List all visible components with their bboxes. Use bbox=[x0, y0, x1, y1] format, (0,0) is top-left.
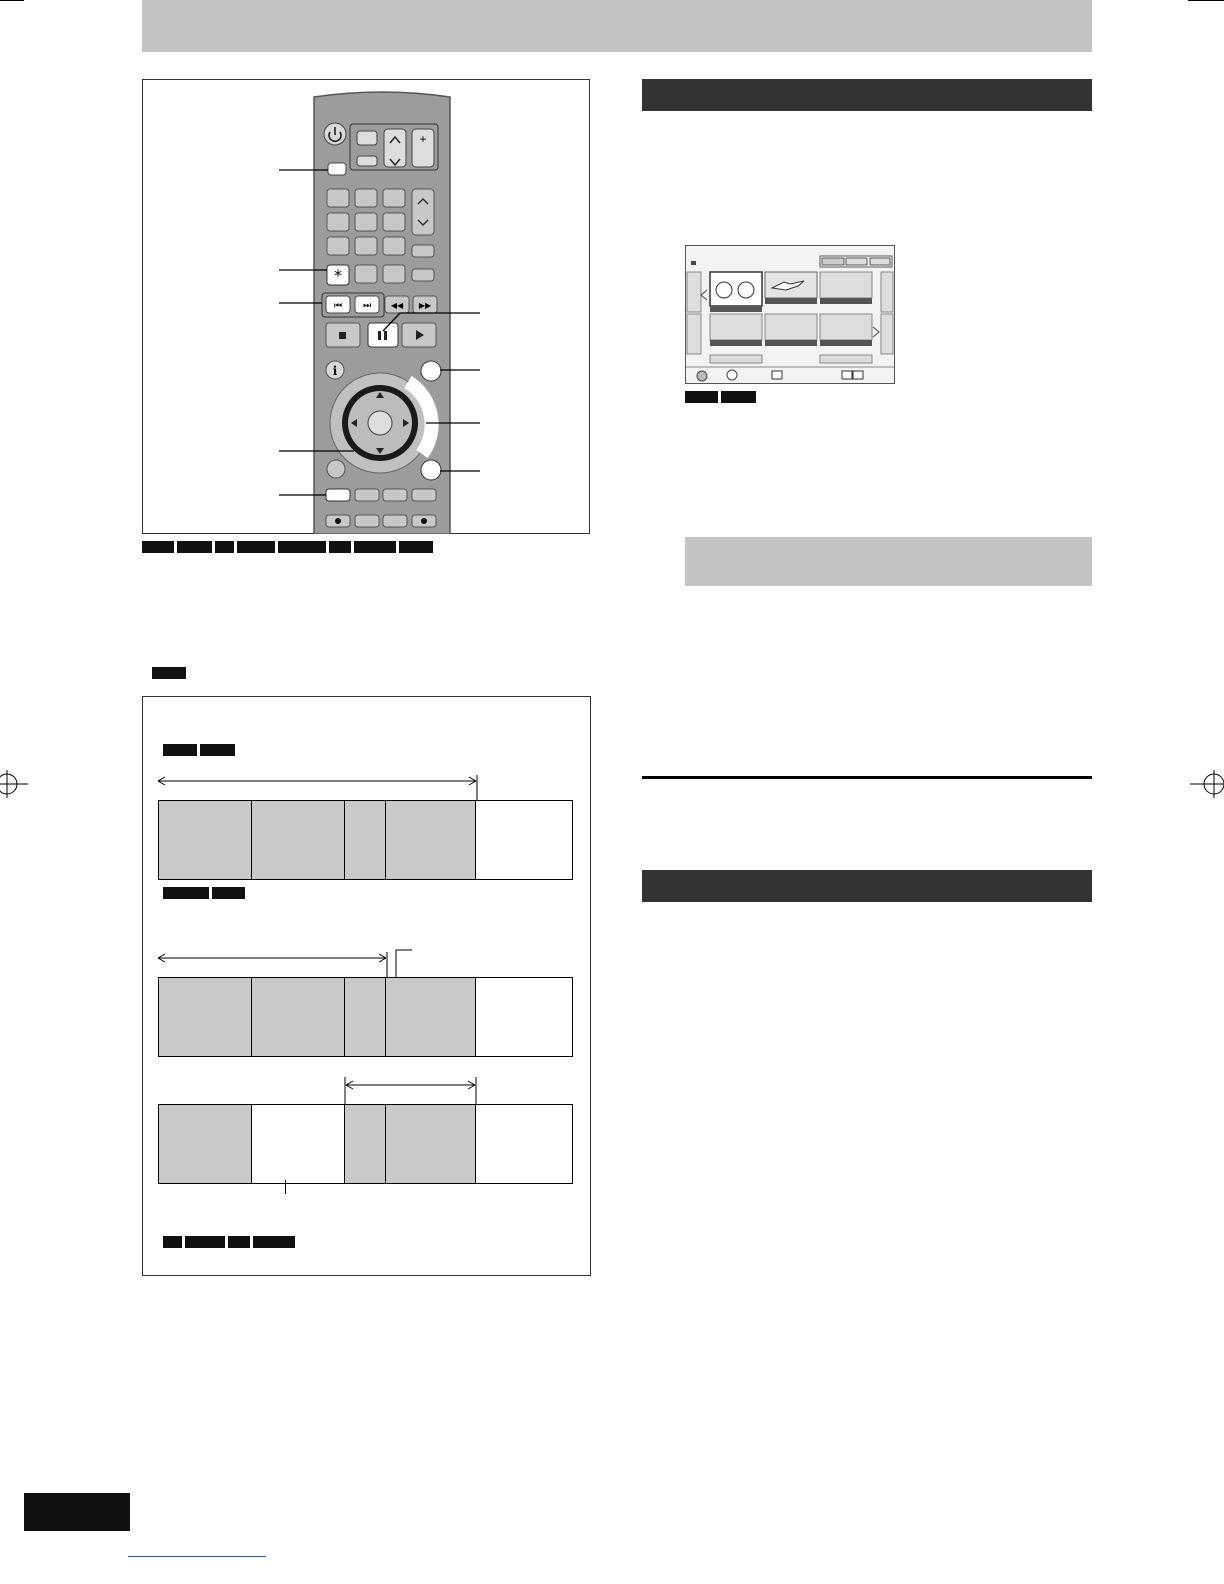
timeline-segment bbox=[252, 801, 345, 879]
disc-badge bbox=[163, 744, 197, 756]
disc-badge bbox=[685, 391, 718, 403]
disc-badge bbox=[329, 541, 351, 553]
disc-badge bbox=[200, 744, 235, 756]
circle-icon bbox=[727, 370, 737, 380]
thumbnail-screen bbox=[685, 245, 895, 384]
divider-rule bbox=[642, 776, 1092, 779]
timeline-segment bbox=[476, 801, 573, 879]
crop-mark-top-left bbox=[0, 0, 24, 1]
diagram-badges-1 bbox=[163, 744, 235, 756]
timeline-segment bbox=[386, 1105, 476, 1183]
range-arrow-3 bbox=[343, 1077, 479, 1105]
timeline-segment bbox=[345, 801, 386, 879]
timeline-segment bbox=[476, 1105, 573, 1183]
disc-badge bbox=[253, 1236, 295, 1248]
screen-badges bbox=[685, 391, 756, 403]
disc-badge bbox=[721, 391, 756, 403]
disc-badge bbox=[399, 541, 433, 553]
timeline-segment bbox=[476, 978, 573, 1056]
timeline-row-2 bbox=[158, 977, 573, 1057]
disc-badge bbox=[212, 887, 245, 899]
timeline-segment bbox=[158, 801, 252, 879]
pause-icon bbox=[772, 371, 782, 379]
svg-text:+: + bbox=[419, 132, 427, 146]
timeline-segment bbox=[252, 978, 345, 1056]
disc-badge bbox=[237, 541, 275, 553]
disc-badge bbox=[152, 667, 186, 679]
range-arrow-1 bbox=[156, 773, 481, 801]
registration-mark-left bbox=[0, 770, 28, 798]
timeline-row-1 bbox=[158, 800, 573, 880]
page-number-tab bbox=[24, 1493, 130, 1531]
subsection-heading-bar bbox=[685, 537, 1092, 586]
crop-mark-top-right bbox=[1188, 0, 1224, 1]
timeline-segment bbox=[345, 978, 386, 1056]
record-icon bbox=[335, 518, 341, 524]
disc-icon bbox=[697, 371, 707, 381]
page-header-bar bbox=[142, 0, 1092, 52]
star-icon: * bbox=[334, 266, 342, 285]
timeline-segment bbox=[158, 1105, 252, 1183]
disc-badge bbox=[278, 541, 326, 553]
remote-control-illustration bbox=[142, 79, 590, 534]
disc-badge bbox=[354, 541, 396, 553]
diagram-badges-2 bbox=[163, 887, 245, 899]
timeline-segment bbox=[386, 978, 476, 1056]
skip-next-icon: ⏭ bbox=[362, 301, 372, 311]
registration-mark-right bbox=[1190, 770, 1224, 798]
fast-forward-icon bbox=[853, 371, 863, 379]
section-heading-bar-1 bbox=[642, 79, 1092, 111]
disc-badge bbox=[185, 1236, 225, 1248]
disc-icon bbox=[691, 261, 696, 265]
disc-badge bbox=[215, 541, 234, 553]
section-heading-bar-2 bbox=[642, 870, 1092, 902]
disc-badge bbox=[142, 541, 174, 553]
timeline-segment bbox=[158, 978, 252, 1056]
disc-badge bbox=[163, 887, 209, 899]
timeline-segment bbox=[252, 1105, 345, 1183]
disc-badge bbox=[163, 1236, 182, 1248]
right-arrow-icon bbox=[873, 327, 879, 337]
timeline-segment bbox=[386, 801, 476, 879]
diagram-badges-3 bbox=[163, 1236, 295, 1248]
rewind-icon bbox=[842, 371, 852, 379]
info-icon: i bbox=[332, 364, 338, 378]
rewind-icon: ◀◀ bbox=[390, 301, 404, 310]
disc-badge bbox=[228, 1236, 250, 1248]
timeline-segment bbox=[345, 1105, 386, 1183]
stop-icon bbox=[339, 332, 346, 339]
range-arrow-2 bbox=[156, 946, 416, 978]
disc-type-badges bbox=[142, 541, 433, 553]
segment-pointer-line bbox=[285, 1180, 286, 1194]
left-arrow-icon bbox=[701, 290, 707, 300]
fast-forward-icon: ▶▶ bbox=[418, 301, 432, 310]
disc-badge bbox=[177, 541, 212, 553]
footer-link-underline[interactable] bbox=[128, 1556, 266, 1557]
skip-previous-icon: ⏮ bbox=[333, 301, 343, 311]
timeline-row-3 bbox=[158, 1104, 573, 1184]
